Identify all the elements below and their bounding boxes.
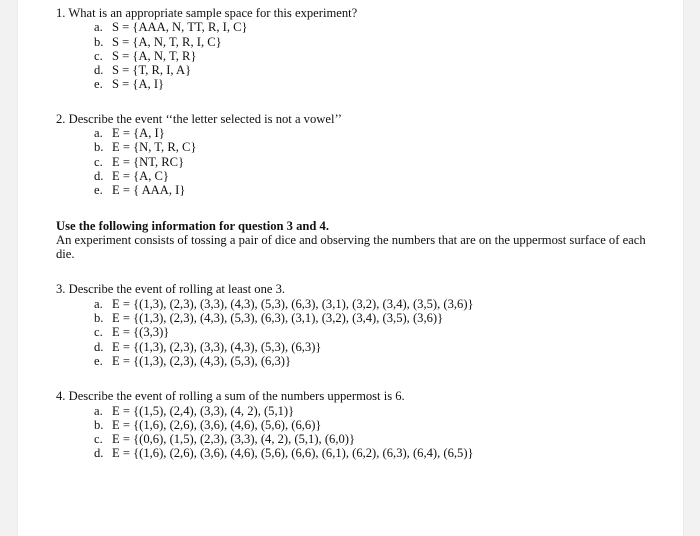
option-text: E = {(1,3), (2,3), (4,3), (5,3), (6,3), (3,1), (3,2), (3,4), (3,5), (3,6)} (112, 311, 444, 326)
question-1-option-d (56, 63, 666, 77)
option-letter: e. (94, 353, 103, 368)
option-letter: d. (94, 339, 104, 354)
option-letter: e. (94, 183, 103, 198)
option-letter: b. (94, 34, 104, 49)
option-text: E = {(3,3)} (112, 325, 170, 340)
option-letter: c. (94, 432, 103, 447)
question-1 (56, 6, 666, 92)
option-letter: c. (94, 154, 103, 169)
question-1-option-b (56, 35, 666, 49)
question-3-option-d (56, 340, 666, 354)
option-text: E = {(1,6), (2,6), (3,6), (4,6), (5,6), (6,6), (6,1), (6,2), (6,3), (6,4), (6,5)} (112, 446, 474, 461)
question-2-text: 2. Describe the event ‘‘the letter selected is not a vowel’’ (56, 111, 342, 126)
question-2-option-c (56, 155, 666, 169)
option-letter: b. (94, 311, 104, 326)
option-letter: a. (94, 20, 103, 35)
option-text: E = {(1,3), (2,3), (4,3), (5,3), (6,3)} (112, 353, 292, 368)
question-3-option-b (56, 311, 666, 325)
option-text: S = {A, N, T, R} (112, 48, 197, 63)
option-text: E = {NT, RC} (112, 154, 185, 169)
document-content (56, 6, 666, 461)
option-text: S = {T, R, I, A} (112, 63, 192, 78)
option-letter: a. (94, 126, 103, 141)
question-1-option-e (56, 77, 666, 91)
question-2-options (56, 126, 666, 197)
option-text: E = {(0,6), (1,5), (2,3), (3,3), (4, 2), (5,1), (6,0)} (112, 432, 356, 447)
info-heading: Use the following information for question 3 and 4. (56, 218, 329, 233)
question-2-option-d (56, 169, 666, 183)
info-text: An experiment consists of tossing a pair of dice and observing the numbers that are on the uppermost surface of each die. (56, 232, 646, 262)
question-1-text: 1. What is an appropriate sample space for this experiment? (56, 6, 358, 20)
question-3-options (56, 297, 666, 368)
option-letter: e. (94, 77, 103, 92)
question-4-option-a (56, 404, 666, 418)
question-1-option-a (56, 20, 666, 34)
question-4-options (56, 404, 666, 461)
option-letter: d. (94, 446, 104, 461)
question-3-option-e (56, 354, 666, 368)
question-4-option-b (56, 418, 666, 432)
question-2 (56, 112, 666, 198)
document-page (18, 0, 683, 536)
option-letter: b. (94, 417, 104, 432)
question-1-option-c (56, 49, 666, 63)
option-text: S = {A, N, T, R, I, C} (112, 34, 222, 49)
question-4 (56, 389, 666, 460)
question-2-option-b (56, 140, 666, 154)
option-text: E = {A, C} (112, 168, 169, 183)
question-3 (56, 282, 666, 368)
question-4-option-d (56, 446, 666, 460)
question-2-option-a (56, 126, 666, 140)
question-4-text: 4. Describe the event of rolling a sum of the numbers uppermost is 6. (56, 389, 405, 404)
option-letter: d. (94, 63, 104, 78)
option-letter: d. (94, 168, 104, 183)
option-letter: c. (94, 325, 103, 340)
option-text: S = {AAA, N, TT, R, I, C} (112, 20, 248, 35)
option-text: E = {(1,3), (2,3), (3,3), (4,3), (5,3), (6,3), (3,1), (3,2), (3,4), (3,5), (3,6)} (112, 296, 474, 311)
option-text: E = {A, I} (112, 126, 165, 141)
option-text: S = {A, I} (112, 77, 165, 92)
question-3-text: 3. Describe the event of rolling at least one 3. (56, 282, 286, 297)
option-letter: a. (94, 296, 103, 311)
question-1-options (56, 20, 666, 91)
option-text: E = { AAA, I} (112, 183, 186, 198)
option-letter: c. (94, 48, 103, 63)
question-3-option-c (56, 325, 666, 339)
question-3-option-a (56, 297, 666, 311)
question-4-option-c (56, 432, 666, 446)
option-text: E = {(1,5), (2,4), (3,3), (4, 2), (5,1)} (112, 403, 295, 418)
info-block (56, 219, 666, 262)
question-2-option-e (56, 183, 666, 197)
option-text: E = {(1,6), (2,6), (3,6), (4,6), (5,6), (6,6)} (112, 417, 322, 432)
option-text: E = {(1,3), (2,3), (3,3), (4,3), (5,3), (6,3)} (112, 339, 322, 354)
option-letter: a. (94, 403, 103, 418)
option-letter: b. (94, 140, 104, 155)
option-text: E = {N, T, R, C} (112, 140, 197, 155)
